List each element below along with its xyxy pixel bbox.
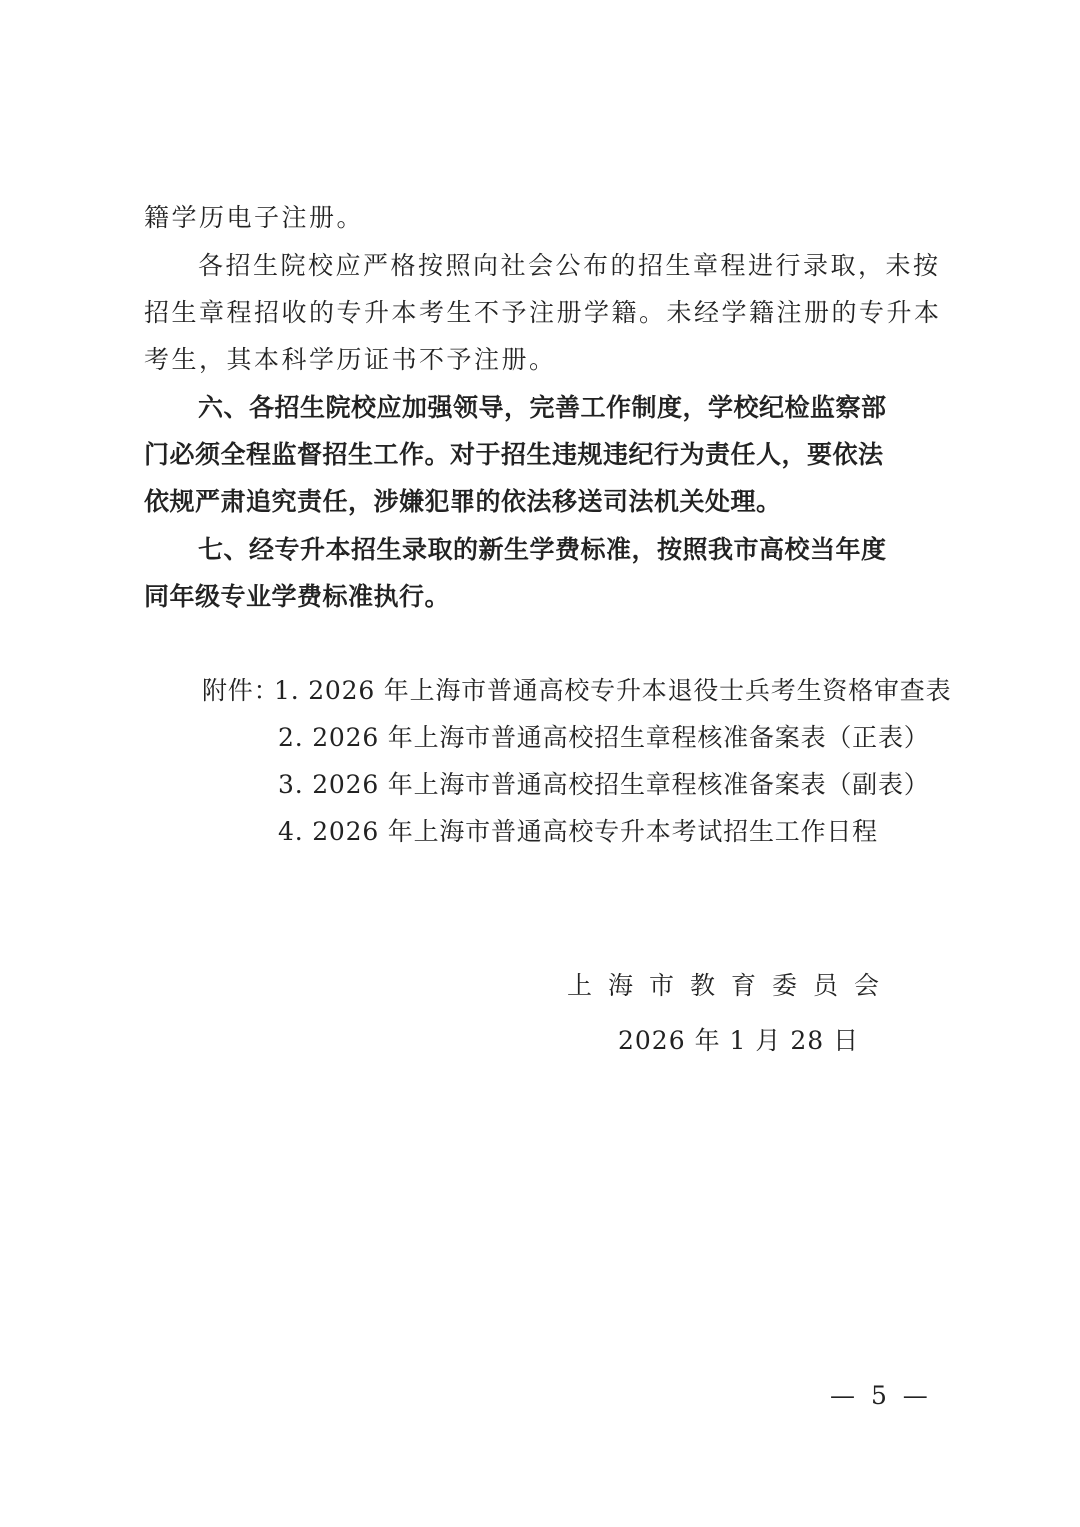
paragraph-line-bold: 依规严肃追究责任，涉嫌犯罪的依法移送司法机关处理。 bbox=[144, 487, 782, 516]
signature-date: 2026 年 1 月 28 日 bbox=[618, 1026, 860, 1055]
paragraph-line: 招生章程招收的专升本考生不予注册学籍。未经学籍注册的专升本 bbox=[144, 298, 942, 327]
paragraph-line-bold: 六、各招生院校应加强领导，完善工作制度，学校纪检监察部 bbox=[198, 393, 887, 422]
page-number: — 5 — bbox=[830, 1381, 932, 1410]
paragraph-line: 考生，其本科学历证书不予注册。 bbox=[144, 345, 557, 374]
paragraph-line-bold: 同年级专业学费标准执行。 bbox=[144, 582, 451, 611]
paragraph-line: 籍学历电子注册。 bbox=[144, 203, 365, 232]
paragraph-line: 各招生院校应严格按照向社会公布的招生章程进行录取，未按 bbox=[198, 251, 941, 280]
paragraph-line-bold: 七、经专升本招生录取的新生学费标准，按照我市高校当年度 bbox=[198, 535, 887, 564]
signature-org: 上海市教育委员会 bbox=[567, 971, 896, 1000]
paragraph-line-bold: 门必须全程监督招生工作。对于招生违规违纪行为责任人，要依法 bbox=[144, 440, 884, 469]
attachment-item: 1. 2026 年上海市普通高校专升本退役士兵考生资格审查表 bbox=[274, 676, 952, 705]
attachments-label: 附件： bbox=[202, 676, 280, 705]
attachment-item: 3. 2026 年上海市普通高校招生章程核准备案表（副表） bbox=[278, 770, 930, 799]
attachment-item: 2. 2026 年上海市普通高校招生章程核准备案表（正表） bbox=[278, 723, 930, 752]
attachment-item: 4. 2026 年上海市普通高校专升本考试招生工作日程 bbox=[278, 817, 878, 846]
